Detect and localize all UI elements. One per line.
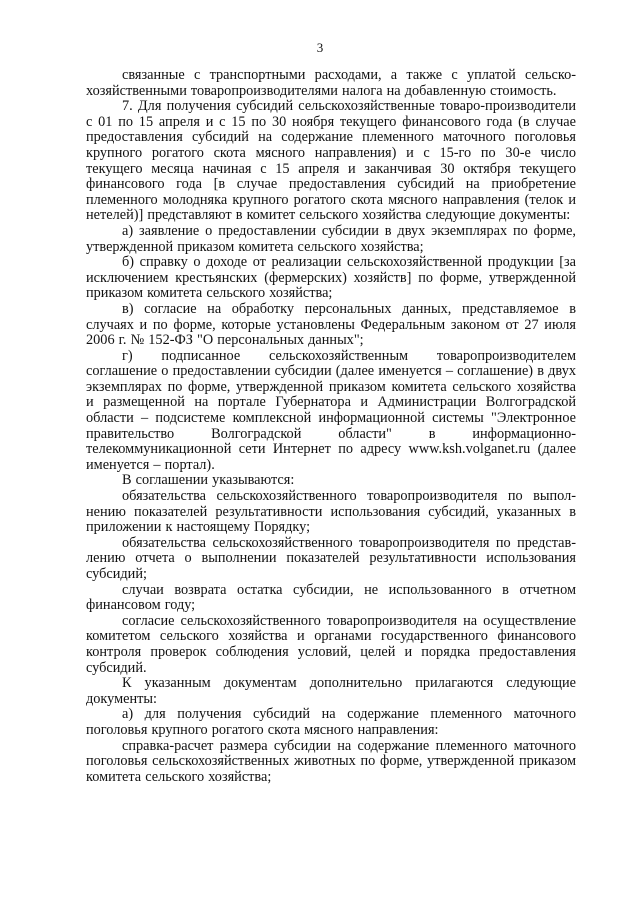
- paragraph: связанные с транспортными расходами, а также с уплатой сельско-хозяйственными товаропроизводителями налога на добавленную стоимость.: [86, 67, 576, 99]
- list-item-g: г) подписанное сельскохозяйственным товаропроизводителем соглашение о предоставлении субсидии (далее именуется – соглашение) в двух экземплярах по форме, утвержденной приказом комитета сельского хозяйства и размещенной на портале Губернатора и Администрации Волгоградской области – подсистеме комплексной информационной системы "Электронное правительство Волгоградской области" в информационно-телекоммуникационной сети Интернет по адресу www.ksh.volganet.ru (далее именуется – портал).: [86, 347, 576, 473]
- paragraph: К указанным документам дополнительно прилагаются следующие документы:: [86, 675, 576, 707]
- list-item-a: а) заявление о предоставлении субсидии в двух экземплярах по форме, утвержденной приказом комитета сельского хозяйства;: [86, 222, 576, 255]
- paragraph-item-7: 7. Для получения субсидий сельскохозяйственные товаро-производители с 01 по 15 апреля и с 15 по 30 ноября текущего финансового года (в случае предоставления субсидий на содержание племенного маточного поголовья крупного рогатого скота мясного направления) и с 15-го по 30-е число текущего месяца начиная с 15 апреля и заканчивая 30 октября текущего финансового года [в случае предоставления субсидий на приобретение племенного молодняка крупного рогатого скота мясного направления (телок и нетелей)] представляют в комитет сельского хозяйства следующие документы:: [86, 98, 576, 224]
- paragraph: справка-расчет размера субсидии на содержание племенного маточного поголовья сельскохозяйственных животных по форме, утвержденной приказом комитета сельского хозяйства;: [86, 737, 576, 785]
- paragraph: обязательства сельскохозяйственного товаропроизводителя по представ-лению отчета о выполнении показателей результативности использования субсидий;: [86, 534, 576, 582]
- list-item-b: б) справку о доходе от реализации сельскохозяйственной продукции [за исключением крестьянских (фермерских) хозяйств] по форме, утвержденной приказом комитета сельского хозяйства;: [86, 254, 576, 302]
- page-number: 3: [316, 40, 324, 55]
- paragraph: В соглашении указываются:: [122, 472, 295, 489]
- document-body: [86, 68, 576, 785]
- list-item-a: а) для получения субсидий на содержание племенного маточного поголовья крупного рогатого скота мясного направления:: [86, 706, 576, 738]
- paragraph: случаи возврата остатка субсидии, не использованного в отчетном финансовом году;: [86, 581, 576, 614]
- list-item-v: в) согласие на обработку персональных данных, представляемое в случаях и по форме, которые установлены Федеральным законом от 27 июля 2006 г. № 152-ФЗ "О персональных данных";: [86, 300, 576, 349]
- paragraph: согласие сельскохозяйственного товаропроизводителя на осуществление комитетом сельского хозяйства и органами государственного финансового контроля проверок соблюдения условий, целей и порядка предоставления субсидий.: [86, 612, 576, 676]
- paragraph: обязательства сельскохозяйственного товаропроизводителя по выпол-нению показателей результативности использования субсидий, указанных в приложении к настоящему Порядку;: [86, 488, 576, 536]
